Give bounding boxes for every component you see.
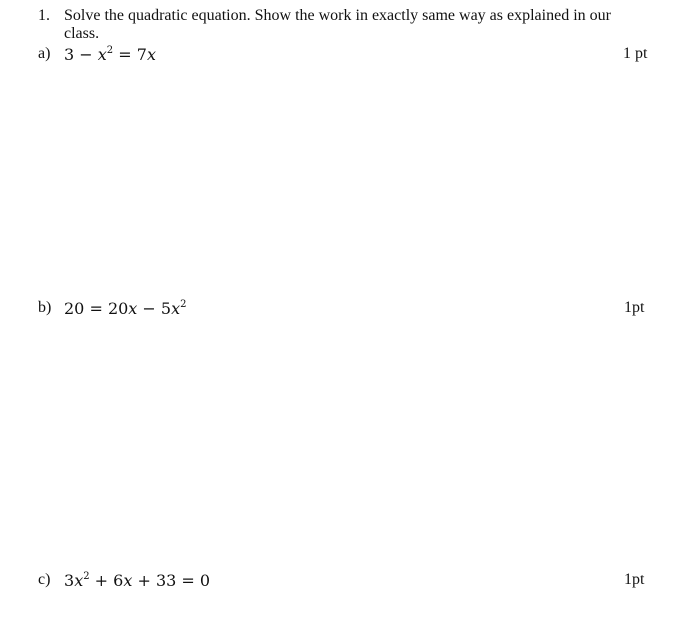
eq-variable: x: [74, 571, 84, 590]
part-a-equation: [64, 45, 156, 64]
part-a-label: a): [38, 45, 51, 62]
question-number: 1.: [38, 7, 50, 24]
eq-exponent: 2: [83, 571, 90, 582]
eq-term: − 5: [137, 299, 172, 318]
eq-term: + 33 = 0: [132, 571, 211, 590]
part-c-label: c): [38, 571, 51, 588]
part-c-equation: [64, 571, 210, 590]
eq-variable: x: [123, 571, 133, 590]
part-b-label: b): [38, 299, 52, 316]
eq-term: 3: [64, 571, 75, 590]
eq-variable: x: [128, 299, 138, 318]
eq-term: + 6: [89, 571, 124, 590]
eq-variable: x: [171, 299, 181, 318]
eq-term: = 7: [113, 45, 147, 64]
eq-term: 20 = 20: [64, 299, 129, 318]
part-b-points: 1pt: [624, 299, 645, 316]
part-a-points: 1 pt: [623, 45, 648, 62]
eq-variable: x: [97, 45, 107, 64]
eq-exponent: 2: [180, 299, 187, 310]
question-text-line1: Solve the quadratic equation. Show the work in exactly same way as explained in our: [64, 7, 611, 24]
part-b-equation: [64, 299, 187, 318]
part-c-points: 1pt: [624, 571, 645, 588]
eq-variable: x: [146, 45, 156, 64]
eq-exponent: 2: [106, 45, 114, 56]
question-text-line2: class.: [64, 25, 100, 42]
eq-term: 3 −: [64, 45, 98, 64]
